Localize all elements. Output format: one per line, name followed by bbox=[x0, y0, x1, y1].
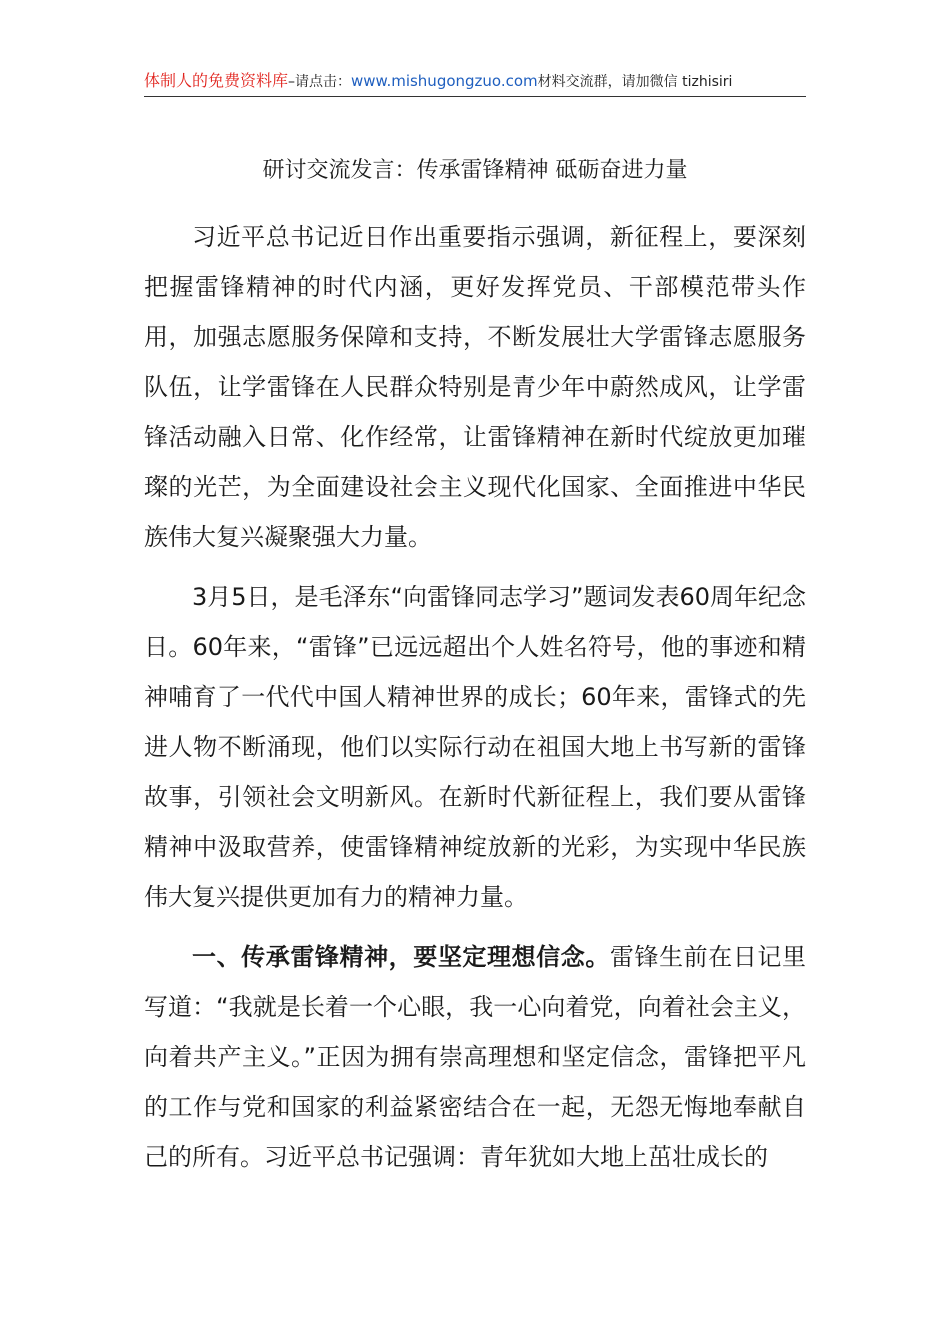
paragraph-2 bbox=[144, 572, 806, 922]
document-title: 研讨交流发言：传承雷锋精神 砥砺奋进力量 bbox=[262, 158, 688, 183]
paragraph-2-text: 3月5日，是毛泽东“向雷锋同志学习”题词发表60周年纪念日。60年来，“雷锋”已远远超出个人姓名符号，他的事迹和精神哺育了一代代中国人精神世界的成长；60年来，雷锋式的先进人物不断涌现，他们以实际行动在祖国大地上书写新的雷锋故事，引领社会文明新风。在新时代新征程上，我们要从雷锋精神中汲取营养，使雷锋精神绽放新的光彩，为实现中华民族伟大复兴提供更加有力的精神力量。 bbox=[144, 583, 806, 911]
paragraph-1-text: 习近平总书记近日作出重要指示强调，新征程上，要深刻把握雷锋精神的时代内涵，更好发挥党员、干部模范带头作用，加强志愿服务保障和支持，不断发展壮大学雷锋志愿服务队伍，让学雷锋在人民群众特别是青少年中蔚然成风，让学雷锋活动融入日常、化作经常，让雷锋精神在新时代绽放更加璀璨的光芒，为全面建设社会主义现代化国家、全面推进中华民族伟大复兴凝聚强大力量。 bbox=[144, 223, 806, 551]
header-website-link[interactable]: www.mishugongzuo.com bbox=[351, 72, 538, 90]
paragraph-3 bbox=[144, 932, 806, 1182]
paragraph-3-text: 雷锋生前在日记里写道：“我就是长着一个心眼，我一心向着党，向着社会主义，向着共产主义。”正因为拥有崇高理想和坚定信念，雷锋把平凡的工作与党和国家的利益紧密结合在一起，无怨无悔地奉献自己的所有。习近平总书记强调：青年犹如大地上茁壮成长的 bbox=[144, 943, 807, 1171]
paragraph-1 bbox=[144, 212, 806, 562]
document-body bbox=[144, 212, 806, 1182]
header-brand: 体制人的免费资料库 bbox=[144, 71, 289, 90]
header-prompt: –请点击： bbox=[288, 74, 352, 90]
section-heading: 一、传承雷锋精神，要坚定理想信念。 bbox=[192, 943, 610, 971]
header-contact-text: 材料交流群，请加微信 tizhisiri bbox=[537, 74, 733, 90]
page-header bbox=[144, 70, 806, 97]
